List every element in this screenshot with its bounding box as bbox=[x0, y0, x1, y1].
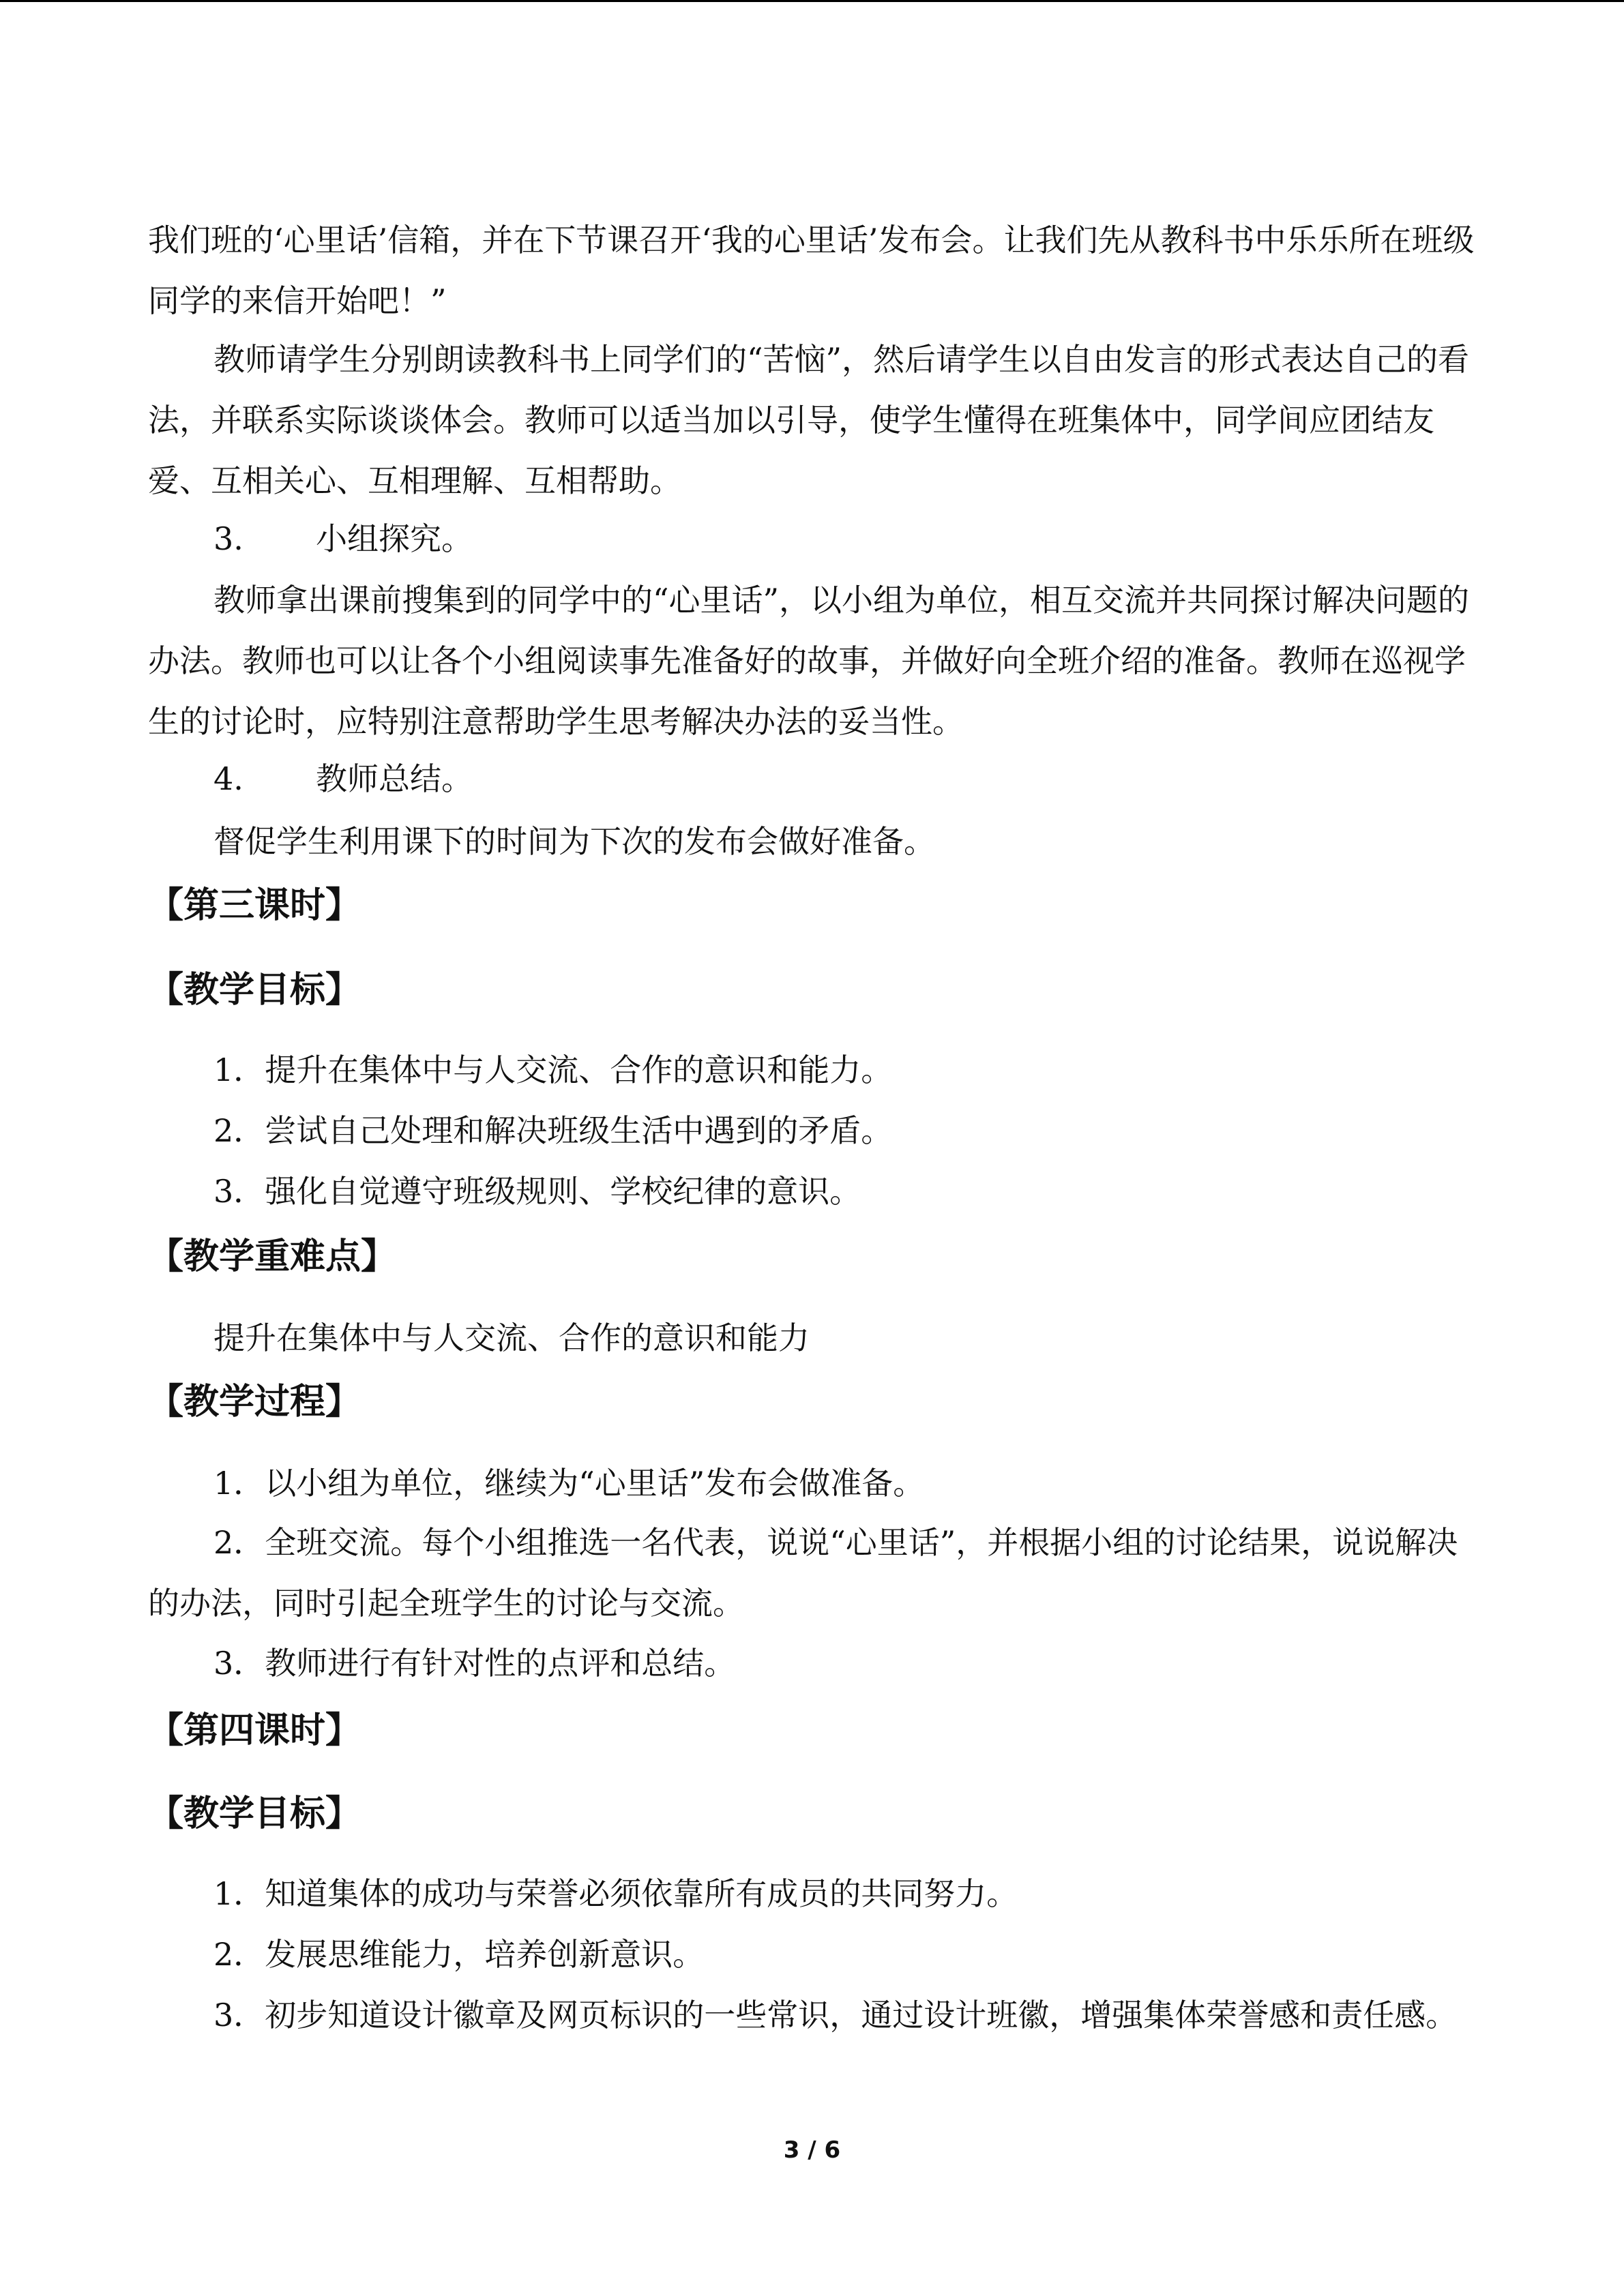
list-item-group-explore bbox=[213, 515, 473, 563]
list-number: 3. bbox=[213, 520, 243, 557]
lesson4-goal-2: 2．发展思维能力，培养创新意识。 bbox=[213, 1936, 705, 1973]
lesson3-key-heading: 【教学重难点】 bbox=[148, 1236, 397, 1277]
lesson3-process-heading: 【教学过程】 bbox=[148, 1382, 361, 1422]
lesson4-goal-3: 3．初步知道设计徽章及网页标识的一些常识，通过设计班徽，增强集体荣誉感和责任感。 bbox=[213, 1997, 1458, 2033]
lesson4-goal-1: 1．知道集体的成功与荣誉必须依靠所有成员的共同努力。 bbox=[213, 1875, 1018, 1912]
lesson3-goals-heading: 【教学目标】 bbox=[148, 970, 361, 1011]
lesson3-goal-1: 1．提升在集体中与人交流、合作的意识和能力。 bbox=[213, 1052, 893, 1088]
page-number: 3 / 6 bbox=[783, 2136, 841, 2164]
lesson3-key-text: 提升在集体中与人交流、合作的意识和能力 bbox=[213, 1320, 810, 1356]
list-number: 4. bbox=[213, 760, 243, 797]
lesson3-goal-2: 2．尝试自己处理和解决班级生活中遇到的矛盾。 bbox=[213, 1112, 893, 1149]
paragraph-prepare-release: 督促学生利用课下的时间为下次的发布会做好准备。 bbox=[213, 823, 935, 860]
lesson3-process-3: 3．教师进行有针对性的点评和总结。 bbox=[213, 1645, 736, 1682]
paragraph-group-discussion: 教师拿出课前搜集到的同学中的“心里话”，以小组为单位，相互交流并共同探讨解决问题的办法。教师也可以让各个小组阅读事先准备好的故事，并做好向全班介绍的准备。教师在巡视学生的讨论时，应特别注意帮助学生思考解决办法的妥当性。 bbox=[148, 582, 1470, 740]
lesson3-goal-3: 3．强化自觉遵守班级规则、学校纪律的意识。 bbox=[213, 1173, 861, 1210]
list-text: 教师总结。 bbox=[316, 760, 473, 797]
lesson3-heading: 【第三课时】 bbox=[148, 885, 361, 926]
list-item-teacher-summary bbox=[213, 755, 473, 803]
lesson4-heading: 【第四课时】 bbox=[148, 1710, 361, 1751]
lesson3-process-2: 2．全班交流。每个小组推选一名代表，说说“心里话”，并根据小组的讨论结果，说说解决的办法，同时引起全班学生的讨论与交流。 bbox=[148, 1524, 1458, 1622]
lesson3-process-1: 1．以小组为单位，继续为“心里话”发布会做准备。 bbox=[213, 1465, 925, 1502]
paragraph-reading-worries: 教师请学生分别朗读教科书上同学们的“苦恼”，然后请学生以自由发言的形式表达自己的看法，并联系实际谈谈体会。教师可以适当加以引导，使学生懂得在班集体中，同学间应团结友爱、互相关心、互相理解、互相帮助。 bbox=[148, 341, 1470, 499]
lesson4-goals-heading: 【教学目标】 bbox=[148, 1793, 361, 1834]
list-text: 小组探究。 bbox=[316, 520, 473, 557]
paragraph-letter-intro: 我们班的‘心里话’信箱，并在下节课召开‘我的心里话’发布会。让我们先从教科书中乐乐所在班级同学的来信开始吧！” bbox=[148, 222, 1475, 319]
